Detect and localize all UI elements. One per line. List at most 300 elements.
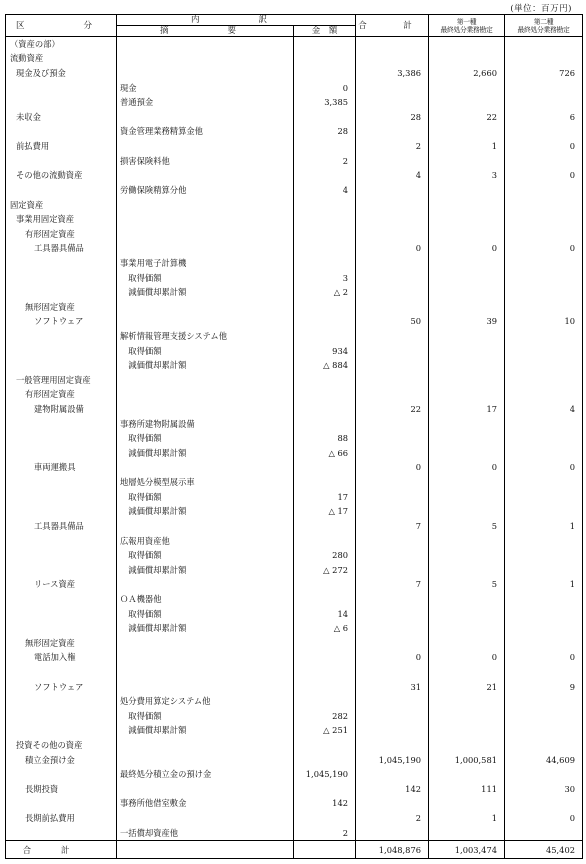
total-cell: 0: [356, 650, 429, 665]
table-row: [6, 387, 583, 402]
amount-cell: △ 884: [294, 358, 356, 373]
total-cell: 3,386: [356, 66, 429, 81]
col2-cell: 1: [505, 519, 583, 534]
table-row: [6, 51, 583, 66]
col1-cell: [429, 343, 505, 358]
total-cell: [356, 212, 429, 227]
total-cell: [356, 124, 429, 139]
total-cell: [356, 153, 429, 168]
col1-cell: 0: [429, 650, 505, 665]
header-col1-line1: 第一種: [456, 17, 477, 26]
col2-cell: [505, 431, 583, 446]
col2-cell: [505, 256, 583, 271]
col2-cell: [505, 504, 583, 519]
col2-cell: [505, 329, 583, 344]
col2-cell: 30: [505, 782, 583, 797]
amount-cell: [294, 37, 356, 52]
amount-cell: [294, 533, 356, 548]
table-row: [6, 226, 583, 241]
col2-cell: [505, 562, 583, 577]
total-cell: 31: [356, 679, 429, 694]
description-cell: 取得価額: [117, 343, 294, 358]
description-cell: 処分費用算定システム他: [117, 694, 294, 709]
table-row: [6, 153, 583, 168]
total-cell: [356, 270, 429, 285]
header-col2-line1: 第二種: [533, 17, 554, 26]
table-row: [6, 621, 583, 636]
col2-cell: [505, 548, 583, 563]
total-cell: 7: [356, 519, 429, 534]
col2-cell: 0: [505, 650, 583, 665]
col1-cell: [429, 124, 505, 139]
description-cell: [117, 387, 294, 402]
total-cell: [356, 738, 429, 753]
table-row: [6, 95, 583, 110]
description-cell: 減価償却累計額: [117, 285, 294, 300]
description-cell: 取得価額: [117, 548, 294, 563]
category-cell: [6, 489, 117, 504]
header-col2: [505, 15, 583, 37]
total-label: 合計: [6, 841, 117, 859]
col2-cell: [505, 37, 583, 52]
header-col1-line2: 最終処分業務勘定: [440, 25, 493, 34]
col1-cell: [429, 153, 505, 168]
category-cell: 無形固定資産: [6, 635, 117, 650]
col2-cell: 10: [505, 314, 583, 329]
table-row: [6, 650, 583, 665]
description-cell: 普通預金: [117, 95, 294, 110]
table-row: [6, 139, 583, 154]
table-row: [6, 197, 583, 212]
table-row: [6, 256, 583, 271]
amount-cell: △ 251: [294, 723, 356, 738]
total-cell: [356, 329, 429, 344]
table-row: [6, 548, 583, 563]
category-cell: 無形固定資産: [6, 299, 117, 314]
total-cell: [356, 694, 429, 709]
table-row: [6, 168, 583, 183]
category-cell: [6, 358, 117, 373]
description-cell: 取得価額: [117, 270, 294, 285]
amount-cell: [294, 139, 356, 154]
category-cell: [6, 446, 117, 461]
total-cell: [356, 825, 429, 840]
amount-cell: 2: [294, 825, 356, 840]
description-cell: [117, 299, 294, 314]
total-cell: 2: [356, 811, 429, 826]
total-cell: [356, 475, 429, 490]
description-cell: [117, 402, 294, 417]
table-row: [6, 110, 583, 125]
category-cell: 有形固定資産: [6, 387, 117, 402]
table-row: [6, 767, 583, 782]
description-cell: 事務所建物附属設備: [117, 416, 294, 431]
col2-cell: [505, 373, 583, 388]
amount-cell: [294, 329, 356, 344]
description-cell: 一括償却資産他: [117, 825, 294, 840]
total-cell: [356, 416, 429, 431]
category-cell: その他の流動資産: [6, 168, 117, 183]
col2-cell: [505, 592, 583, 607]
col1-cell: [429, 197, 505, 212]
col1-cell: 21: [429, 679, 505, 694]
table-row: [6, 504, 583, 519]
category-cell: （資産の部）: [6, 37, 117, 52]
category-cell: 有形固定資産: [6, 226, 117, 241]
col1-cell: [429, 606, 505, 621]
grand-total-col2: 45,402: [505, 841, 583, 859]
amount-cell: [294, 665, 356, 680]
col2-cell: [505, 270, 583, 285]
amount-cell: 3,385: [294, 95, 356, 110]
table-row: [6, 738, 583, 753]
col2-cell: [505, 665, 583, 680]
col1-cell: [429, 738, 505, 753]
col2-cell: [505, 51, 583, 66]
description-cell: 資金管理業務精算金他: [117, 124, 294, 139]
category-cell: [6, 153, 117, 168]
total-cell: [356, 226, 429, 241]
category-cell: [6, 825, 117, 840]
category-cell: 車両運搬具: [6, 460, 117, 475]
amount-cell: 1,045,190: [294, 767, 356, 782]
table-row: [6, 533, 583, 548]
description-cell: 減価償却累計額: [117, 358, 294, 373]
col1-cell: [429, 694, 505, 709]
col1-cell: [429, 256, 505, 271]
description-cell: [117, 460, 294, 475]
grand-total-col1: 1,003,474: [429, 841, 505, 859]
col1-cell: 5: [429, 577, 505, 592]
category-cell: [6, 183, 117, 198]
col2-cell: [505, 475, 583, 490]
col1-cell: 17: [429, 402, 505, 417]
amount-cell: [294, 752, 356, 767]
description-cell: [117, 519, 294, 534]
col1-cell: [429, 446, 505, 461]
category-cell: [6, 621, 117, 636]
table-row: [6, 782, 583, 797]
col2-cell: [505, 299, 583, 314]
table-row: [6, 489, 583, 504]
table-row: [6, 416, 583, 431]
category-cell: [6, 709, 117, 724]
total-cell: 142: [356, 782, 429, 797]
col1-cell: 0: [429, 241, 505, 256]
amount-cell: 4: [294, 183, 356, 198]
category-cell: [6, 270, 117, 285]
col2-cell: 44,609: [505, 752, 583, 767]
table-row: [6, 270, 583, 285]
table-row: [6, 519, 583, 534]
amount-cell: [294, 212, 356, 227]
total-cell: [356, 387, 429, 402]
total-cell: 1,045,190: [356, 752, 429, 767]
table-row: [6, 723, 583, 738]
col1-cell: [429, 299, 505, 314]
description-cell: 事務所他借室敷金: [117, 796, 294, 811]
total-cell: [356, 489, 429, 504]
table-row: [6, 811, 583, 826]
balance-sheet-table: [5, 14, 583, 859]
amount-cell: △ 2: [294, 285, 356, 300]
total-amount-cell: [294, 841, 356, 859]
col1-cell: 22: [429, 110, 505, 125]
description-cell: 取得価額: [117, 431, 294, 446]
col2-cell: [505, 343, 583, 358]
amount-cell: [294, 650, 356, 665]
category-cell: [6, 343, 117, 358]
category-cell: 積立金預け金: [6, 752, 117, 767]
description-cell: 減価償却累計額: [117, 723, 294, 738]
col1-cell: [429, 212, 505, 227]
amount-cell: [294, 387, 356, 402]
description-cell: 労働保険精算分他: [117, 183, 294, 198]
category-cell: [6, 796, 117, 811]
col1-cell: [429, 387, 505, 402]
table-row: [6, 635, 583, 650]
table-row: [6, 679, 583, 694]
category-cell: 現金及び預金: [6, 66, 117, 81]
amount-cell: [294, 416, 356, 431]
col1-cell: 3: [429, 168, 505, 183]
col2-cell: [505, 183, 583, 198]
description-cell: 取得価額: [117, 709, 294, 724]
description-cell: [117, 66, 294, 81]
description-cell: 減価償却累計額: [117, 621, 294, 636]
col1-cell: 0: [429, 460, 505, 475]
total-cell: 22: [356, 402, 429, 417]
table-row: [6, 314, 583, 329]
description-cell: [117, 373, 294, 388]
description-cell: 減価償却累計額: [117, 446, 294, 461]
description-cell: 現金: [117, 80, 294, 95]
col2-cell: [505, 285, 583, 300]
col1-cell: [429, 270, 505, 285]
col1-cell: [429, 767, 505, 782]
amount-cell: [294, 811, 356, 826]
col2-cell: [505, 416, 583, 431]
category-cell: ソフトウェア: [6, 314, 117, 329]
table-row: [6, 212, 583, 227]
amount-cell: [294, 519, 356, 534]
total-cell: [356, 796, 429, 811]
col2-cell: [505, 446, 583, 461]
category-cell: 事業用固定資産: [6, 212, 117, 227]
total-cell: [356, 621, 429, 636]
amount-cell: [294, 782, 356, 797]
col2-cell: [505, 226, 583, 241]
table-row: [6, 665, 583, 680]
col1-cell: [429, 562, 505, 577]
amount-cell: [294, 679, 356, 694]
description-cell: 解析情報管理支援システム他: [117, 329, 294, 344]
amount-cell: [294, 51, 356, 66]
header-total: 合 計: [356, 15, 429, 37]
col2-cell: [505, 606, 583, 621]
col2-cell: 9: [505, 679, 583, 694]
table-row: [6, 606, 583, 621]
amount-cell: [294, 299, 356, 314]
table-body: [6, 37, 583, 841]
amount-cell: 934: [294, 343, 356, 358]
col2-cell: [505, 621, 583, 636]
col1-cell: 5: [429, 519, 505, 534]
category-cell: ソフトウェア: [6, 679, 117, 694]
category-cell: [6, 431, 117, 446]
amount-cell: 2: [294, 153, 356, 168]
total-cell: [356, 183, 429, 198]
col1-cell: 111: [429, 782, 505, 797]
table-row: [6, 66, 583, 81]
description-cell: [117, 197, 294, 212]
category-cell: [6, 767, 117, 782]
col2-cell: [505, 197, 583, 212]
category-cell: [6, 95, 117, 110]
total-cell: 7: [356, 577, 429, 592]
description-cell: [117, 37, 294, 52]
col2-cell: 0: [505, 241, 583, 256]
amount-cell: [294, 226, 356, 241]
category-cell: [6, 256, 117, 271]
col2-cell: [505, 533, 583, 548]
amount-cell: 280: [294, 548, 356, 563]
description-cell: 広報用資産他: [117, 533, 294, 548]
col2-cell: 6: [505, 110, 583, 125]
amount-cell: △ 6: [294, 621, 356, 636]
total-cell: [356, 299, 429, 314]
amount-cell: [294, 66, 356, 81]
description-cell: [117, 782, 294, 797]
amount-cell: 14: [294, 606, 356, 621]
table-row: [6, 241, 583, 256]
header-breakdown: 内 訳: [117, 15, 356, 26]
category-cell: [6, 329, 117, 344]
col2-cell: [505, 694, 583, 709]
col2-cell: 4: [505, 402, 583, 417]
col1-cell: [429, 373, 505, 388]
category-cell: [6, 665, 117, 680]
col2-cell: [505, 124, 583, 139]
table-row: [6, 183, 583, 198]
description-cell: 取得価額: [117, 489, 294, 504]
table-row: [6, 796, 583, 811]
table-row: [6, 343, 583, 358]
total-cell: [356, 709, 429, 724]
category-cell: [6, 592, 117, 607]
total-row: [6, 841, 583, 859]
table-row: [6, 825, 583, 840]
col1-cell: [429, 95, 505, 110]
col2-cell: 0: [505, 811, 583, 826]
total-cell: [356, 37, 429, 52]
col1-cell: [429, 329, 505, 344]
table-row: [6, 329, 583, 344]
col1-cell: [429, 548, 505, 563]
col1-cell: [429, 621, 505, 636]
col2-cell: [505, 358, 583, 373]
total-cell: [356, 431, 429, 446]
header-amount: 金 額: [294, 26, 356, 37]
col1-cell: [429, 504, 505, 519]
category-cell: 流動資産: [6, 51, 117, 66]
category-cell: 工具器具備品: [6, 241, 117, 256]
total-cell: [356, 606, 429, 621]
amount-cell: 282: [294, 709, 356, 724]
total-cell: [356, 592, 429, 607]
col1-cell: [429, 489, 505, 504]
category-cell: 未収金: [6, 110, 117, 125]
total-cell: 50: [356, 314, 429, 329]
table-row: [6, 124, 583, 139]
col1-cell: [429, 709, 505, 724]
col1-cell: [429, 796, 505, 811]
total-cell: [356, 373, 429, 388]
total-cell: [356, 533, 429, 548]
col1-cell: [429, 37, 505, 52]
col2-cell: [505, 153, 583, 168]
amount-cell: [294, 168, 356, 183]
table-row: [6, 460, 583, 475]
col1-cell: [429, 431, 505, 446]
total-cell: [356, 723, 429, 738]
grand-total: 1,048,876: [356, 841, 429, 859]
description-cell: 地層処分模型展示車: [117, 475, 294, 490]
col2-cell: [505, 95, 583, 110]
description-cell: ＯＡ機器他: [117, 592, 294, 607]
category-cell: [6, 548, 117, 563]
category-cell: [6, 416, 117, 431]
category-cell: 長期投資: [6, 782, 117, 797]
col2-cell: [505, 212, 583, 227]
amount-cell: [294, 402, 356, 417]
total-cell: [356, 51, 429, 66]
total-cell: 28: [356, 110, 429, 125]
description-cell: [117, 635, 294, 650]
description-cell: [117, 241, 294, 256]
amount-cell: △ 66: [294, 446, 356, 461]
total-cell: [356, 256, 429, 271]
amount-cell: [294, 694, 356, 709]
table-row: [6, 431, 583, 446]
amount-cell: 88: [294, 431, 356, 446]
unit-note: (単位：百万円): [510, 4, 572, 14]
description-cell: [117, 811, 294, 826]
col1-cell: [429, 80, 505, 95]
amount-cell: 0: [294, 80, 356, 95]
category-cell: [6, 533, 117, 548]
category-cell: [6, 606, 117, 621]
col2-cell: [505, 80, 583, 95]
table-row: [6, 752, 583, 767]
description-cell: 減価償却累計額: [117, 504, 294, 519]
table-row: [6, 285, 583, 300]
description-cell: 事業用電子計算機: [117, 256, 294, 271]
col1-cell: [429, 285, 505, 300]
category-cell: 固定資産: [6, 197, 117, 212]
col2-cell: [505, 635, 583, 650]
category-cell: 長期前払費用: [6, 811, 117, 826]
category-cell: [6, 723, 117, 738]
col1-cell: [429, 723, 505, 738]
description-cell: [117, 226, 294, 241]
description-cell: [117, 650, 294, 665]
description-cell: [117, 752, 294, 767]
col2-cell: [505, 709, 583, 724]
table-row: [6, 37, 583, 52]
total-cell: [356, 285, 429, 300]
total-cell: [356, 635, 429, 650]
